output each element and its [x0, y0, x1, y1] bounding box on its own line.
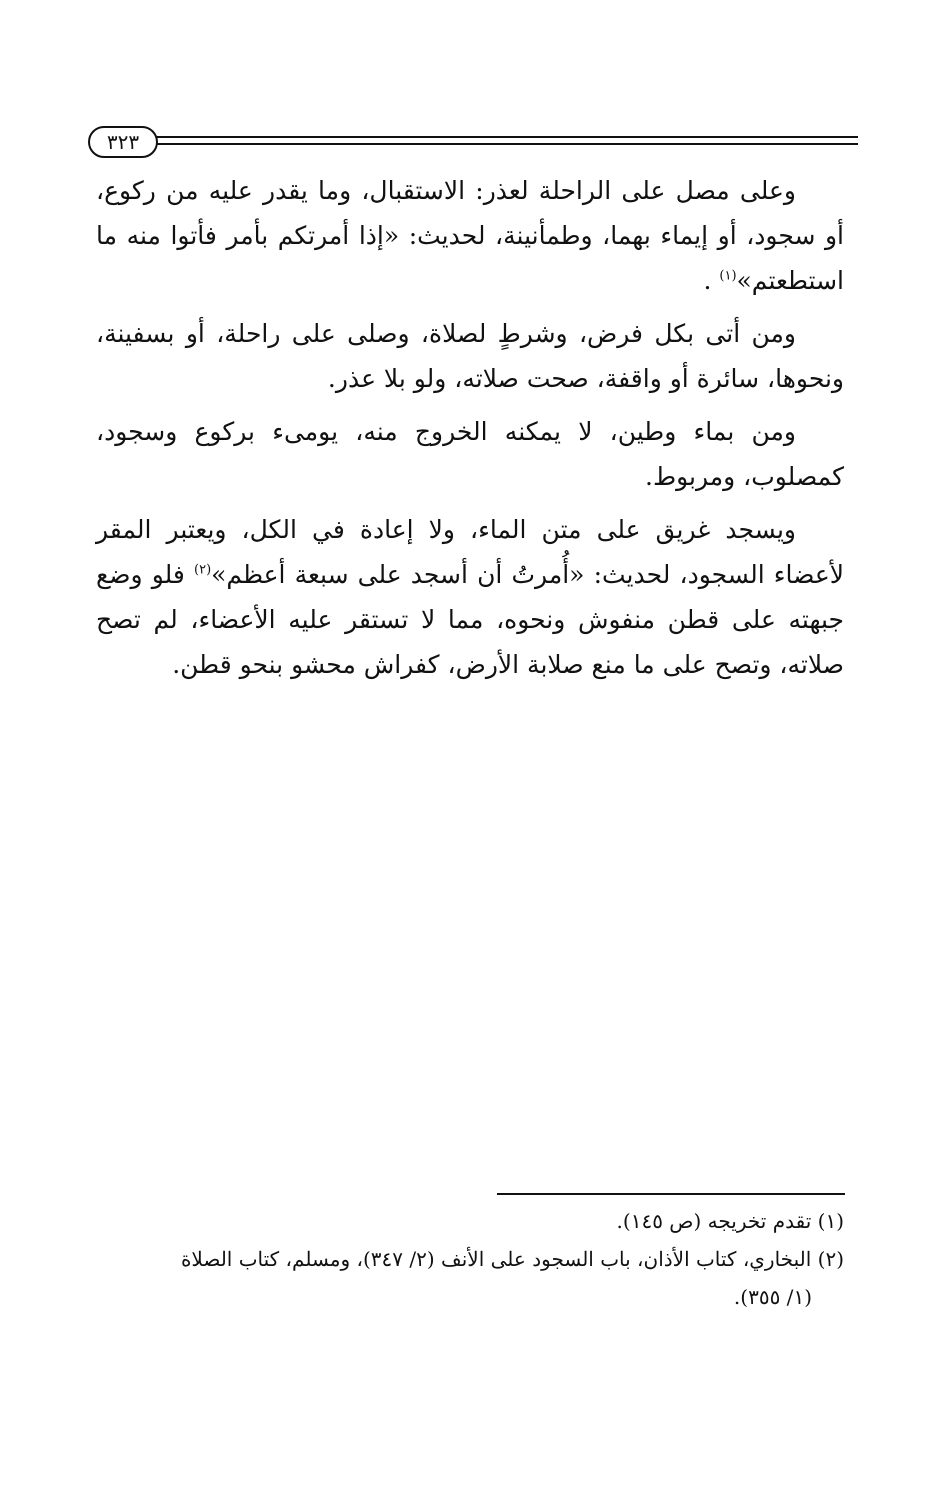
footnote-1: (١) تقدم تخريجه (ص ١٤٥).	[616, 1209, 844, 1233]
page-number	[88, 126, 158, 158]
footnote-2: (٢) البخاري، كتاب الأذان، باب السجود على الأنف (٢/ ٣٤٧)، ومسلم، كتاب الصلاة	[180, 1247, 844, 1271]
footnote-ref-2: (٢)	[194, 562, 212, 578]
paragraph-3: ومن بماء وطين، لا يمكنه الخروج منه، يومىء بركوع وسجود، كمصلوب، ومربوط.	[96, 417, 844, 491]
header-double-rule	[150, 136, 858, 145]
page-number-text: ٣٢٣	[106, 130, 140, 154]
main-text	[96, 168, 844, 695]
paragraph-4	[96, 507, 844, 687]
footnotes	[96, 1203, 844, 1315]
paragraph-1	[96, 168, 844, 303]
footnote-2-continuation: (١/ ٣٥٥).	[733, 1285, 812, 1309]
footnote-separator	[497, 1193, 845, 1195]
paragraph-4-text-b: فلو وضع جبهته على قطن منفوش ونحوه، مما لا تستقر عليه الأعضاء، لم تصح صلاته، وتصح على ما منع صلابة الأرض، كفراش محشو بنحو قطن.	[96, 560, 844, 679]
footnote-ref-1: (١)	[719, 268, 737, 284]
paragraph-4-text-a: ويسجد غريق على متن الماء، ولا إعادة في الكل، ويعتبر المقر لأعضاء السجود، لحديث: «أُمرتُ أن أسجد على سبعة أعظم»	[96, 515, 844, 589]
paragraph-1-end: .	[703, 266, 720, 295]
paragraph-2: ومن أتى بكل فرض، وشرطٍ لصلاة، وصلى على راحلة، أو بسفينة، ونحوها، سائرة أو واقفة، صحت صلاته، ولو بلا عذر.	[96, 319, 844, 393]
paragraph-1-text: وعلى مصل على الراحلة لعذر: الاستقبال، وما يقدر عليه من ركوع، أو سجود، أو إيماء بهما، وطمأنينة، لحديث: «إذا أمرتكم بأمر فأتوا منه ما استطعتم»	[96, 176, 844, 295]
